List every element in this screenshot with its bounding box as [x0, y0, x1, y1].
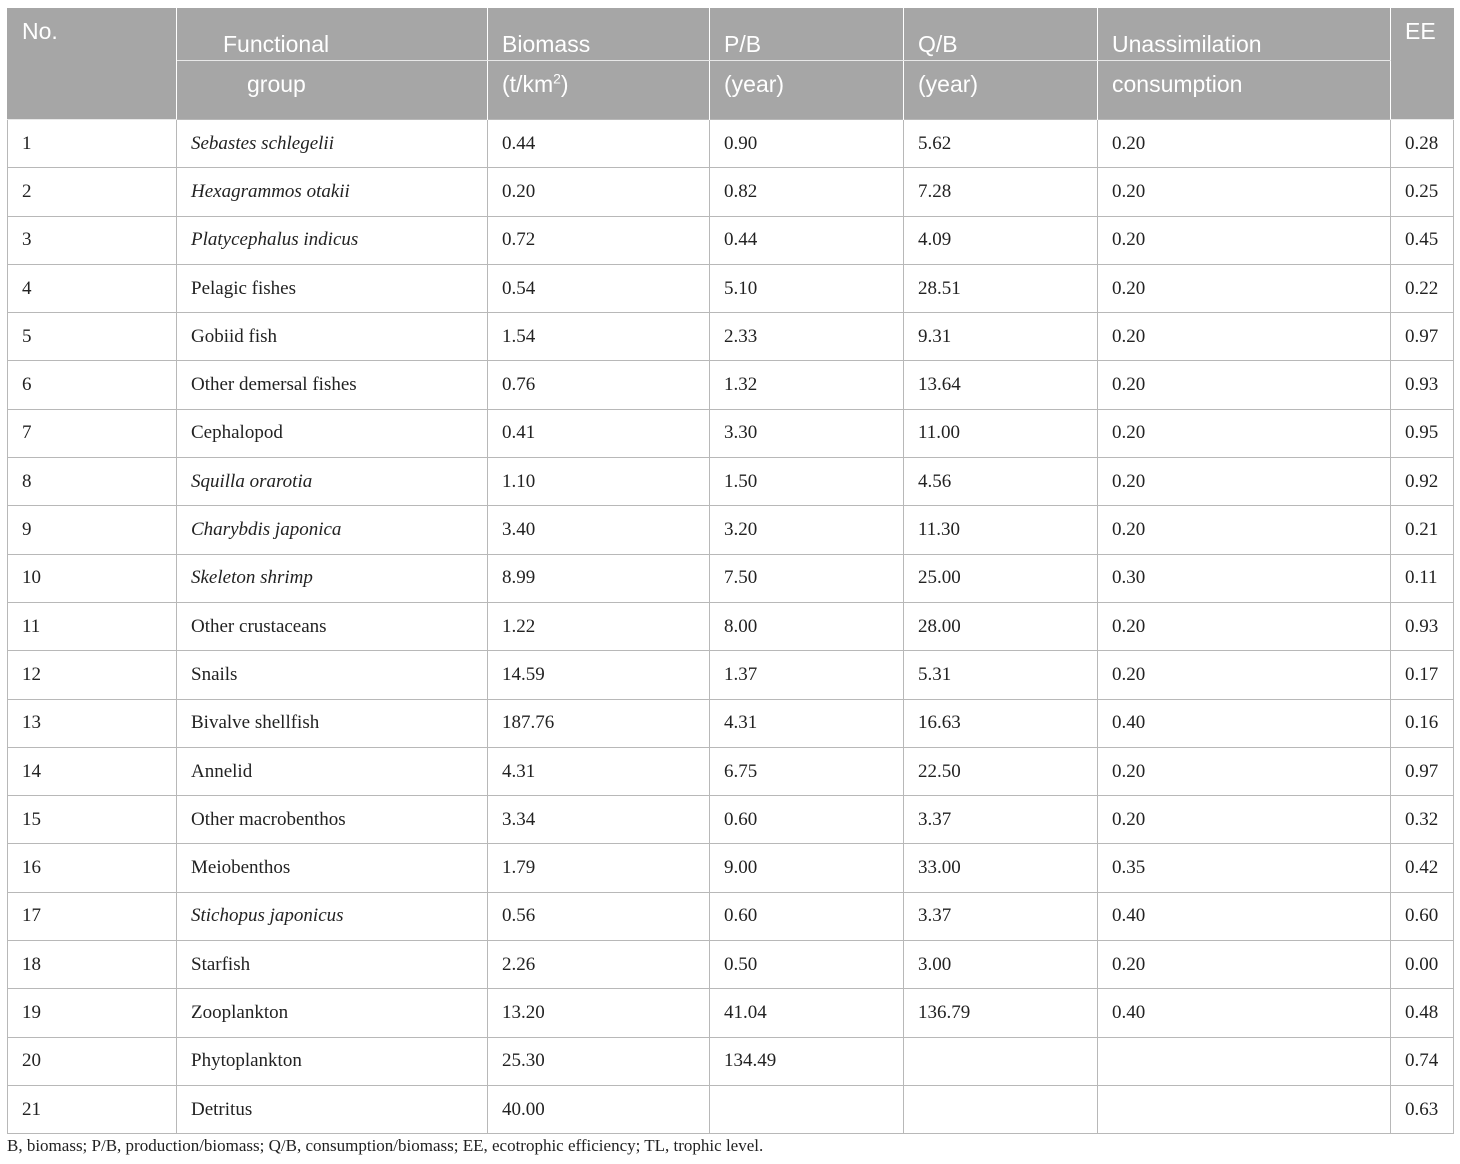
header-group-line1: Functional: [177, 8, 488, 61]
cell-biomass: 2.26: [488, 941, 710, 989]
header-qb-line2: (year): [904, 61, 1098, 120]
table-footnote: B, biomass; P/B, production/biomass; Q/B, consumption/biomass; EE, ecotrophic efficiency; TL, trophic level.: [7, 1136, 764, 1155]
cell-pb: 41.04: [710, 989, 904, 1037]
cell-pb: 3.30: [710, 409, 904, 457]
cell-biomass: 3.34: [488, 796, 710, 844]
cell-functional-group: Other macrobenthos: [177, 796, 488, 844]
cell-qb: 3.37: [904, 796, 1098, 844]
header-ee: EE: [1391, 8, 1454, 120]
header-biomass-line2: [488, 61, 710, 120]
cell-biomass: 0.76: [488, 361, 710, 409]
cell-pb: 4.31: [710, 699, 904, 747]
cell-unassimilation: [1098, 1085, 1391, 1133]
table-row: [8, 892, 1454, 940]
cell-pb: 3.20: [710, 506, 904, 554]
cell-unassimilation: 0.20: [1098, 796, 1391, 844]
cell-no: 11: [8, 602, 177, 650]
cell-qb: 13.64: [904, 361, 1098, 409]
cell-qb: 3.00: [904, 941, 1098, 989]
header-unassim-line1: Unassimilation: [1098, 8, 1391, 61]
cell-no: 18: [8, 941, 177, 989]
cell-qb: 4.09: [904, 216, 1098, 264]
header-biomass-unit-superscript: 2: [553, 70, 561, 87]
cell-qb: 5.62: [904, 120, 1098, 168]
cell-qb: 136.79: [904, 989, 1098, 1037]
cell-qb: 9.31: [904, 313, 1098, 361]
cell-biomass: 3.40: [488, 506, 710, 554]
cell-no: 10: [8, 554, 177, 602]
cell-functional-group: Hexagrammos otakii: [177, 168, 488, 216]
cell-biomass: 1.10: [488, 458, 710, 506]
cell-pb: 0.60: [710, 892, 904, 940]
header-no: No.: [8, 8, 177, 120]
table-row: [8, 120, 1454, 168]
cell-unassimilation: 0.20: [1098, 313, 1391, 361]
cell-ee: 0.63: [1391, 1085, 1454, 1133]
header-qb-line1: Q/B: [904, 8, 1098, 61]
cell-qb: 33.00: [904, 844, 1098, 892]
cell-pb: 7.50: [710, 554, 904, 602]
header-pb-line1: P/B: [710, 8, 904, 61]
cell-ee: 0.60: [1391, 892, 1454, 940]
cell-no: 16: [8, 844, 177, 892]
cell-qb: 11.30: [904, 506, 1098, 554]
cell-ee: 0.42: [1391, 844, 1454, 892]
table-row: [8, 313, 1454, 361]
cell-pb: 9.00: [710, 844, 904, 892]
cell-functional-group: Gobiid fish: [177, 313, 488, 361]
cell-unassimilation: [1098, 1037, 1391, 1085]
cell-no: 3: [8, 216, 177, 264]
cell-qb: [904, 1085, 1098, 1133]
cell-ee: 0.11: [1391, 554, 1454, 602]
cell-functional-group: Zooplankton: [177, 989, 488, 1037]
header-biomass-line1: Biomass: [488, 8, 710, 61]
cell-unassimilation: 0.20: [1098, 409, 1391, 457]
cell-ee: 0.21: [1391, 506, 1454, 554]
table-row: [8, 602, 1454, 650]
cell-biomass: 25.30: [488, 1037, 710, 1085]
cell-unassimilation: 0.20: [1098, 651, 1391, 699]
cell-ee: 0.16: [1391, 699, 1454, 747]
cell-biomass: 187.76: [488, 699, 710, 747]
cell-pb: 0.82: [710, 168, 904, 216]
table-header: [8, 8, 1454, 120]
cell-functional-group: Stichopus japonicus: [177, 892, 488, 940]
cell-ee: 0.45: [1391, 216, 1454, 264]
header-pb-line2: (year): [710, 61, 904, 120]
cell-unassimilation: 0.20: [1098, 264, 1391, 312]
cell-qb: [904, 1037, 1098, 1085]
cell-no: 13: [8, 699, 177, 747]
table-row: [8, 1037, 1454, 1085]
cell-pb: 5.10: [710, 264, 904, 312]
table-row: [8, 409, 1454, 457]
table-row: [8, 506, 1454, 554]
cell-functional-group: Cephalopod: [177, 409, 488, 457]
cell-unassimilation: 0.20: [1098, 216, 1391, 264]
cell-no: 8: [8, 458, 177, 506]
table-row: [8, 699, 1454, 747]
cell-qb: 22.50: [904, 747, 1098, 795]
cell-unassimilation: 0.35: [1098, 844, 1391, 892]
cell-unassimilation: 0.20: [1098, 506, 1391, 554]
cell-no: 9: [8, 506, 177, 554]
table-row: [8, 844, 1454, 892]
cell-pb: 134.49: [710, 1037, 904, 1085]
cell-no: 15: [8, 796, 177, 844]
cell-unassimilation: 0.40: [1098, 989, 1391, 1037]
cell-functional-group: Charybdis japonica: [177, 506, 488, 554]
cell-biomass: 40.00: [488, 1085, 710, 1133]
table-row: [8, 458, 1454, 506]
cell-no: 2: [8, 168, 177, 216]
table-row: [8, 796, 1454, 844]
cell-functional-group: Phytoplankton: [177, 1037, 488, 1085]
cell-biomass: 4.31: [488, 747, 710, 795]
cell-functional-group: Starfish: [177, 941, 488, 989]
cell-qb: 25.00: [904, 554, 1098, 602]
cell-unassimilation: 0.20: [1098, 361, 1391, 409]
cell-qb: 3.37: [904, 892, 1098, 940]
cell-biomass: 0.54: [488, 264, 710, 312]
cell-functional-group: Skeleton shrimp: [177, 554, 488, 602]
cell-no: 17: [8, 892, 177, 940]
cell-pb: 6.75: [710, 747, 904, 795]
cell-ee: 0.25: [1391, 168, 1454, 216]
cell-pb: 1.37: [710, 651, 904, 699]
cell-no: 4: [8, 264, 177, 312]
table-row: [8, 941, 1454, 989]
table-row: [8, 554, 1454, 602]
cell-unassimilation: 0.20: [1098, 747, 1391, 795]
table-row: [8, 989, 1454, 1037]
cell-biomass: 0.44: [488, 120, 710, 168]
cell-ee: 0.48: [1391, 989, 1454, 1037]
cell-qb: 7.28: [904, 168, 1098, 216]
cell-no: 12: [8, 651, 177, 699]
cell-ee: 0.92: [1391, 458, 1454, 506]
cell-no: 21: [8, 1085, 177, 1133]
cell-biomass: 1.54: [488, 313, 710, 361]
table-row: [8, 168, 1454, 216]
header-biomass-unit-suffix: ): [560, 71, 569, 97]
cell-functional-group: Squilla orarotia: [177, 458, 488, 506]
cell-no: 5: [8, 313, 177, 361]
cell-ee: 0.22: [1391, 264, 1454, 312]
cell-qb: 5.31: [904, 651, 1098, 699]
cell-pb: [710, 1085, 904, 1133]
table-row: [8, 361, 1454, 409]
table-row: [8, 216, 1454, 264]
cell-no: 7: [8, 409, 177, 457]
table-row: [8, 1085, 1454, 1133]
cell-biomass: 0.72: [488, 216, 710, 264]
cell-ee: 0.28: [1391, 120, 1454, 168]
cell-pb: 8.00: [710, 602, 904, 650]
header-group-line2: group: [177, 61, 488, 120]
cell-functional-group: Detritus: [177, 1085, 488, 1133]
cell-unassimilation: 0.30: [1098, 554, 1391, 602]
cell-qb: 11.00: [904, 409, 1098, 457]
cell-functional-group: Bivalve shellfish: [177, 699, 488, 747]
cell-no: 6: [8, 361, 177, 409]
cell-functional-group: Other demersal fishes: [177, 361, 488, 409]
cell-biomass: 8.99: [488, 554, 710, 602]
table-container: [7, 8, 1453, 1134]
table-body: [8, 120, 1454, 1134]
cell-functional-group: Annelid: [177, 747, 488, 795]
cell-no: 19: [8, 989, 177, 1037]
cell-ee: 0.97: [1391, 313, 1454, 361]
cell-unassimilation: 0.20: [1098, 168, 1391, 216]
cell-ee: 0.93: [1391, 602, 1454, 650]
cell-pb: 0.60: [710, 796, 904, 844]
cell-unassimilation: 0.20: [1098, 602, 1391, 650]
table-row: [8, 747, 1454, 795]
header-biomass-unit-prefix: (t/km: [502, 71, 554, 97]
cell-qb: 28.51: [904, 264, 1098, 312]
cell-no: 1: [8, 120, 177, 168]
cell-pb: 1.32: [710, 361, 904, 409]
cell-unassimilation: 0.20: [1098, 458, 1391, 506]
cell-ee: 0.97: [1391, 747, 1454, 795]
cell-qb: 4.56: [904, 458, 1098, 506]
cell-functional-group: Meiobenthos: [177, 844, 488, 892]
cell-ee: 0.95: [1391, 409, 1454, 457]
cell-qb: 16.63: [904, 699, 1098, 747]
table-row: [8, 264, 1454, 312]
cell-functional-group: Snails: [177, 651, 488, 699]
cell-biomass: 0.56: [488, 892, 710, 940]
cell-ee: 0.93: [1391, 361, 1454, 409]
cell-biomass: 0.41: [488, 409, 710, 457]
cell-no: 20: [8, 1037, 177, 1085]
cell-functional-group: Platycephalus indicus: [177, 216, 488, 264]
cell-ee: 0.00: [1391, 941, 1454, 989]
cell-ee: 0.32: [1391, 796, 1454, 844]
cell-qb: 28.00: [904, 602, 1098, 650]
cell-unassimilation: 0.20: [1098, 120, 1391, 168]
header-unassim-line2: consumption: [1098, 61, 1391, 120]
cell-unassimilation: 0.40: [1098, 699, 1391, 747]
cell-pb: 1.50: [710, 458, 904, 506]
cell-pb: 2.33: [710, 313, 904, 361]
cell-pb: 0.44: [710, 216, 904, 264]
cell-biomass: 0.20: [488, 168, 710, 216]
table-row: [8, 651, 1454, 699]
cell-biomass: 1.22: [488, 602, 710, 650]
cell-pb: 0.90: [710, 120, 904, 168]
cell-functional-group: Sebastes schlegelii: [177, 120, 488, 168]
cell-unassimilation: 0.20: [1098, 941, 1391, 989]
cell-functional-group: Pelagic fishes: [177, 264, 488, 312]
cell-biomass: 1.79: [488, 844, 710, 892]
cell-pb: 0.50: [710, 941, 904, 989]
cell-biomass: 13.20: [488, 989, 710, 1037]
cell-ee: 0.17: [1391, 651, 1454, 699]
cell-biomass: 14.59: [488, 651, 710, 699]
functional-group-parameters-table: [7, 8, 1454, 1134]
cell-unassimilation: 0.40: [1098, 892, 1391, 940]
cell-ee: 0.74: [1391, 1037, 1454, 1085]
cell-functional-group: Other crustaceans: [177, 602, 488, 650]
cell-no: 14: [8, 747, 177, 795]
